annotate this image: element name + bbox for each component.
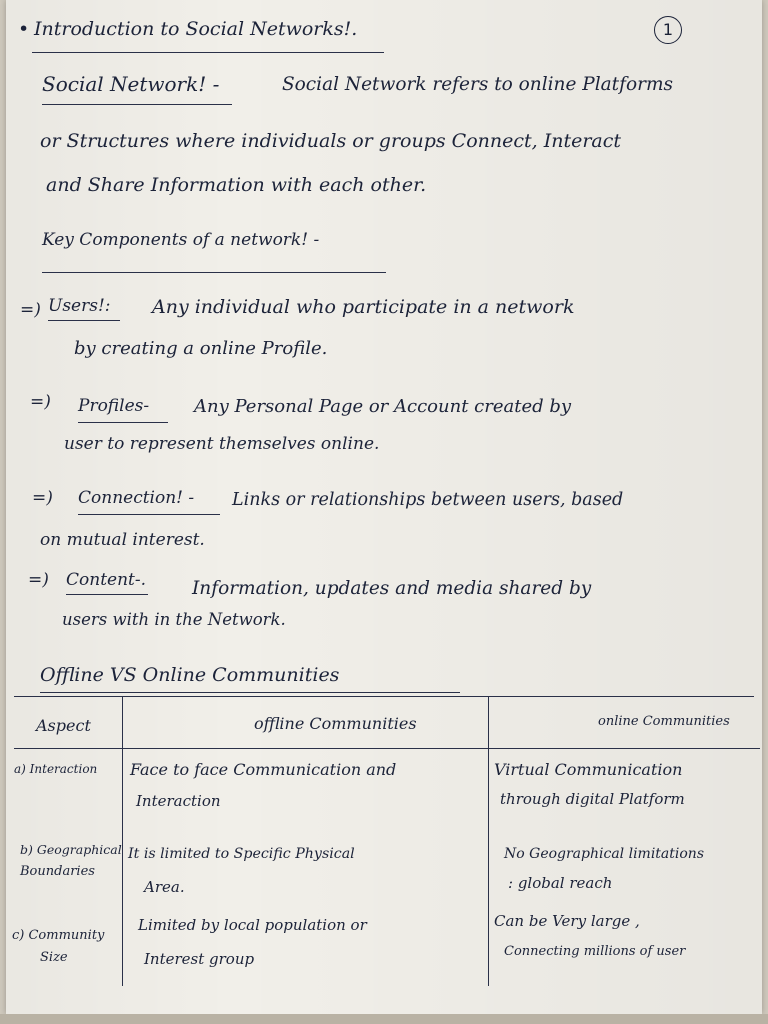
table-row-offline-line-1: It is limited to Specific Physical: [128, 846, 355, 862]
item-term-underline: [78, 514, 220, 515]
title-bullet: •: [18, 18, 30, 40]
table-row-online-line-2: through digital Platform: [500, 790, 685, 808]
item-term-underline: [66, 594, 148, 595]
table-column-divider-2: [488, 696, 489, 986]
table-row-online-line-2: Connecting millions of user: [504, 944, 686, 959]
table-row-offline-line-2: Interest group: [144, 950, 255, 968]
table-header-aspect: Aspect: [36, 716, 91, 735]
item-connection-line-2: on mutual interest.: [40, 530, 205, 550]
comparison-heading-underline: [40, 692, 460, 693]
item-term-underline: [78, 422, 168, 423]
item-users-line-1: Any individual who participate in a network: [152, 296, 575, 318]
table-row-online-line-1: No Geographical limitations: [504, 846, 705, 862]
definition-line-3: and Share Information with each other.: [46, 174, 427, 196]
definition-line-2: or Structures where individuals or groups Connect, Interact: [40, 130, 622, 152]
item-content-line-1: Information, updates and media shared by: [192, 578, 592, 599]
components-heading-underline: [42, 272, 386, 273]
table-column-divider-1: [122, 696, 123, 986]
table-header-offline: offline Communities: [254, 714, 417, 733]
table-header-online: online Communities: [598, 714, 730, 729]
table-row-aspect-line-2: Boundaries: [20, 864, 95, 879]
table-row-aspect: b) Geographical: [20, 842, 122, 857]
item-term-users: Users!:: [48, 296, 111, 316]
page-bottom-edge: [0, 1014, 768, 1024]
item-profiles-line-1: Any Personal Page or Account created by: [194, 396, 572, 417]
definition-term-underline: [42, 104, 232, 105]
item-content-line-2: users with in the Network.: [62, 610, 286, 629]
table-row-online-line-1: Can be Very large ,: [494, 912, 640, 930]
item-term-connection: Connection! -: [78, 488, 195, 508]
page-number: 1: [654, 16, 682, 44]
item-arrow: =): [32, 488, 53, 508]
item-connection-line-1: Links or relationships between users, based: [232, 490, 624, 510]
item-term-underline: [48, 320, 120, 321]
definition-term: Social Network! -: [42, 72, 220, 96]
table-row-offline-line-2: Interaction: [136, 792, 221, 810]
item-arrow: =): [30, 392, 51, 412]
item-users-line-2: by creating a online Profile.: [74, 338, 328, 359]
table-row-offline-line-1: Limited by local population or: [138, 916, 367, 934]
table-row-aspect: a) Interaction: [14, 762, 98, 776]
table-row-offline-line-2: Area.: [144, 878, 185, 896]
table-row-online-line-1: Virtual Communication: [494, 760, 683, 779]
item-term-profiles: Profiles-: [78, 396, 150, 416]
page-title: Introduction to Social Networks!.: [34, 18, 358, 40]
item-profiles-line-2: user to represent themselves online.: [64, 434, 380, 454]
title-underline: [32, 52, 384, 53]
item-arrow: =): [20, 300, 41, 320]
item-term-content: Content-.: [66, 570, 147, 590]
table-header-divider: [14, 748, 760, 749]
table-top-border: [14, 696, 754, 697]
table-row-aspect: c) Community: [12, 928, 105, 943]
table-row-online-line-2: : global reach: [508, 874, 613, 892]
table-row-aspect-line-2: Size: [40, 950, 68, 965]
components-heading: Key Components of a network! -: [42, 230, 320, 250]
comparison-heading: Offline VS Online Communities: [40, 664, 340, 686]
definition-line-1: Social Network refers to online Platforms: [282, 74, 673, 95]
item-arrow: =): [28, 570, 49, 590]
table-row-offline-line-1: Face to face Communication and: [130, 760, 397, 779]
